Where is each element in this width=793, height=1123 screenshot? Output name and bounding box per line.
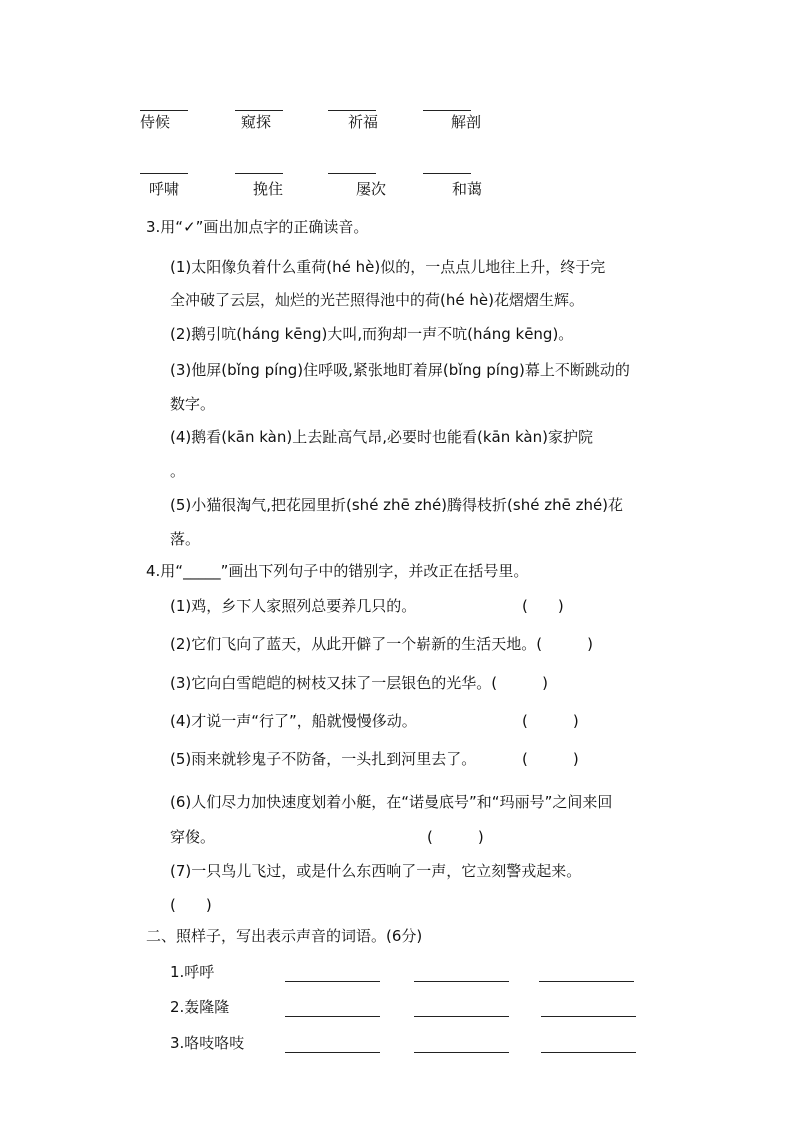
question-line: (1)太阳像负着什么重荷(hé hè)似的，一点点儿地往上升，终于完 xyxy=(170,258,606,276)
question-line: (5)小猫很淘气,把花园里折(shé zhē zhé)腾得枝折(shé zhē zhé)花 xyxy=(170,496,624,514)
answer-paren[interactable]: ( ) xyxy=(170,896,212,914)
question-item: (6)人们尽力加快速度划着小艇，在“诺曼底号”和“玛丽号”之间来回 xyxy=(170,793,613,811)
word: 解剖 xyxy=(451,113,482,131)
example-word: 2.轰隆隆 xyxy=(170,998,230,1016)
word: 窥探 xyxy=(241,113,272,131)
question-line: 数字。 xyxy=(170,395,216,413)
question-item: (3)它向白雪皑皑的树枝又抹了一层银色的光华。( ) xyxy=(170,674,548,692)
answer-paren[interactable]: ( ) xyxy=(522,750,579,768)
question-item: 穿俊。 xyxy=(170,828,216,846)
question-item: (2)它们飞向了蓝天，从此开僻了一个崭新的生活天地。( ) xyxy=(170,635,593,653)
question-item: (4)才说一声“行了”，船就慢慢侈动。 xyxy=(170,712,417,730)
question-item: (1)鸡，乡下人家照列总要养几只的。 xyxy=(170,597,417,615)
question-line: (2)鹅引吭(háng kēng)大叫,而狗却一声不吭(háng kēng)。 xyxy=(170,325,574,343)
example-word: 3.咯吱咯吱 xyxy=(170,1034,245,1052)
answer-blank[interactable] xyxy=(539,981,634,982)
word: 侍候 xyxy=(140,113,171,131)
question-line: 全冲破了云层，灿烂的光芒照得池中的荷(hé hè)花熠熠生辉。 xyxy=(170,291,584,309)
section-title: 二、照样子，写出表示声音的词语。(6分) xyxy=(146,927,423,945)
question-line: 落。 xyxy=(170,530,201,548)
word: 呼啸 xyxy=(149,180,180,198)
question-line: (3)他屏(bǐng píng)住呼吸,紧张地盯着屏(bǐng píng)幕上不断跳动的 xyxy=(170,361,630,379)
question-item: (7)一只鸟儿飞过，或是什么东西响了一声，它立刻警戎起来。 xyxy=(170,862,582,880)
question-title: 4.用“_____”画出下列句子中的错别字，并改正在括号里。 xyxy=(146,562,529,580)
example-word: 1.呼呼 xyxy=(170,963,215,981)
word: 和蔼 xyxy=(452,180,483,198)
answer-blank[interactable] xyxy=(414,1016,509,1017)
answer-blank[interactable] xyxy=(541,1052,636,1053)
answer-blank[interactable] xyxy=(414,981,509,982)
word: 祈福 xyxy=(348,113,379,131)
answer-paren[interactable]: ( ) xyxy=(427,828,484,846)
answer-blank[interactable] xyxy=(285,1052,380,1053)
answer-blank[interactable] xyxy=(285,981,380,982)
question-title: 3.用“✓”画出加点字的正确读音。 xyxy=(146,218,369,236)
pinyin-blank[interactable] xyxy=(235,173,283,174)
pinyin-blank[interactable] xyxy=(423,173,471,174)
question-line: 。 xyxy=(170,462,186,480)
pinyin-blank[interactable] xyxy=(140,173,188,174)
question-line: (4)鹅看(kān kàn)上去趾高气昂,必要时也能看(kān kàn)家护院 xyxy=(170,428,593,446)
word: 屡次 xyxy=(356,180,387,198)
answer-paren[interactable]: ( ) xyxy=(522,597,564,615)
word: 挽住 xyxy=(253,180,284,198)
answer-paren[interactable]: ( ) xyxy=(522,712,579,730)
answer-blank[interactable] xyxy=(541,1016,636,1017)
question-item: (5)雨来就轸鬼子不防备，一头扎到河里去了。 xyxy=(170,750,477,768)
pinyin-blank[interactable] xyxy=(328,173,376,174)
answer-blank[interactable] xyxy=(414,1052,509,1053)
answer-blank[interactable] xyxy=(285,1016,380,1017)
